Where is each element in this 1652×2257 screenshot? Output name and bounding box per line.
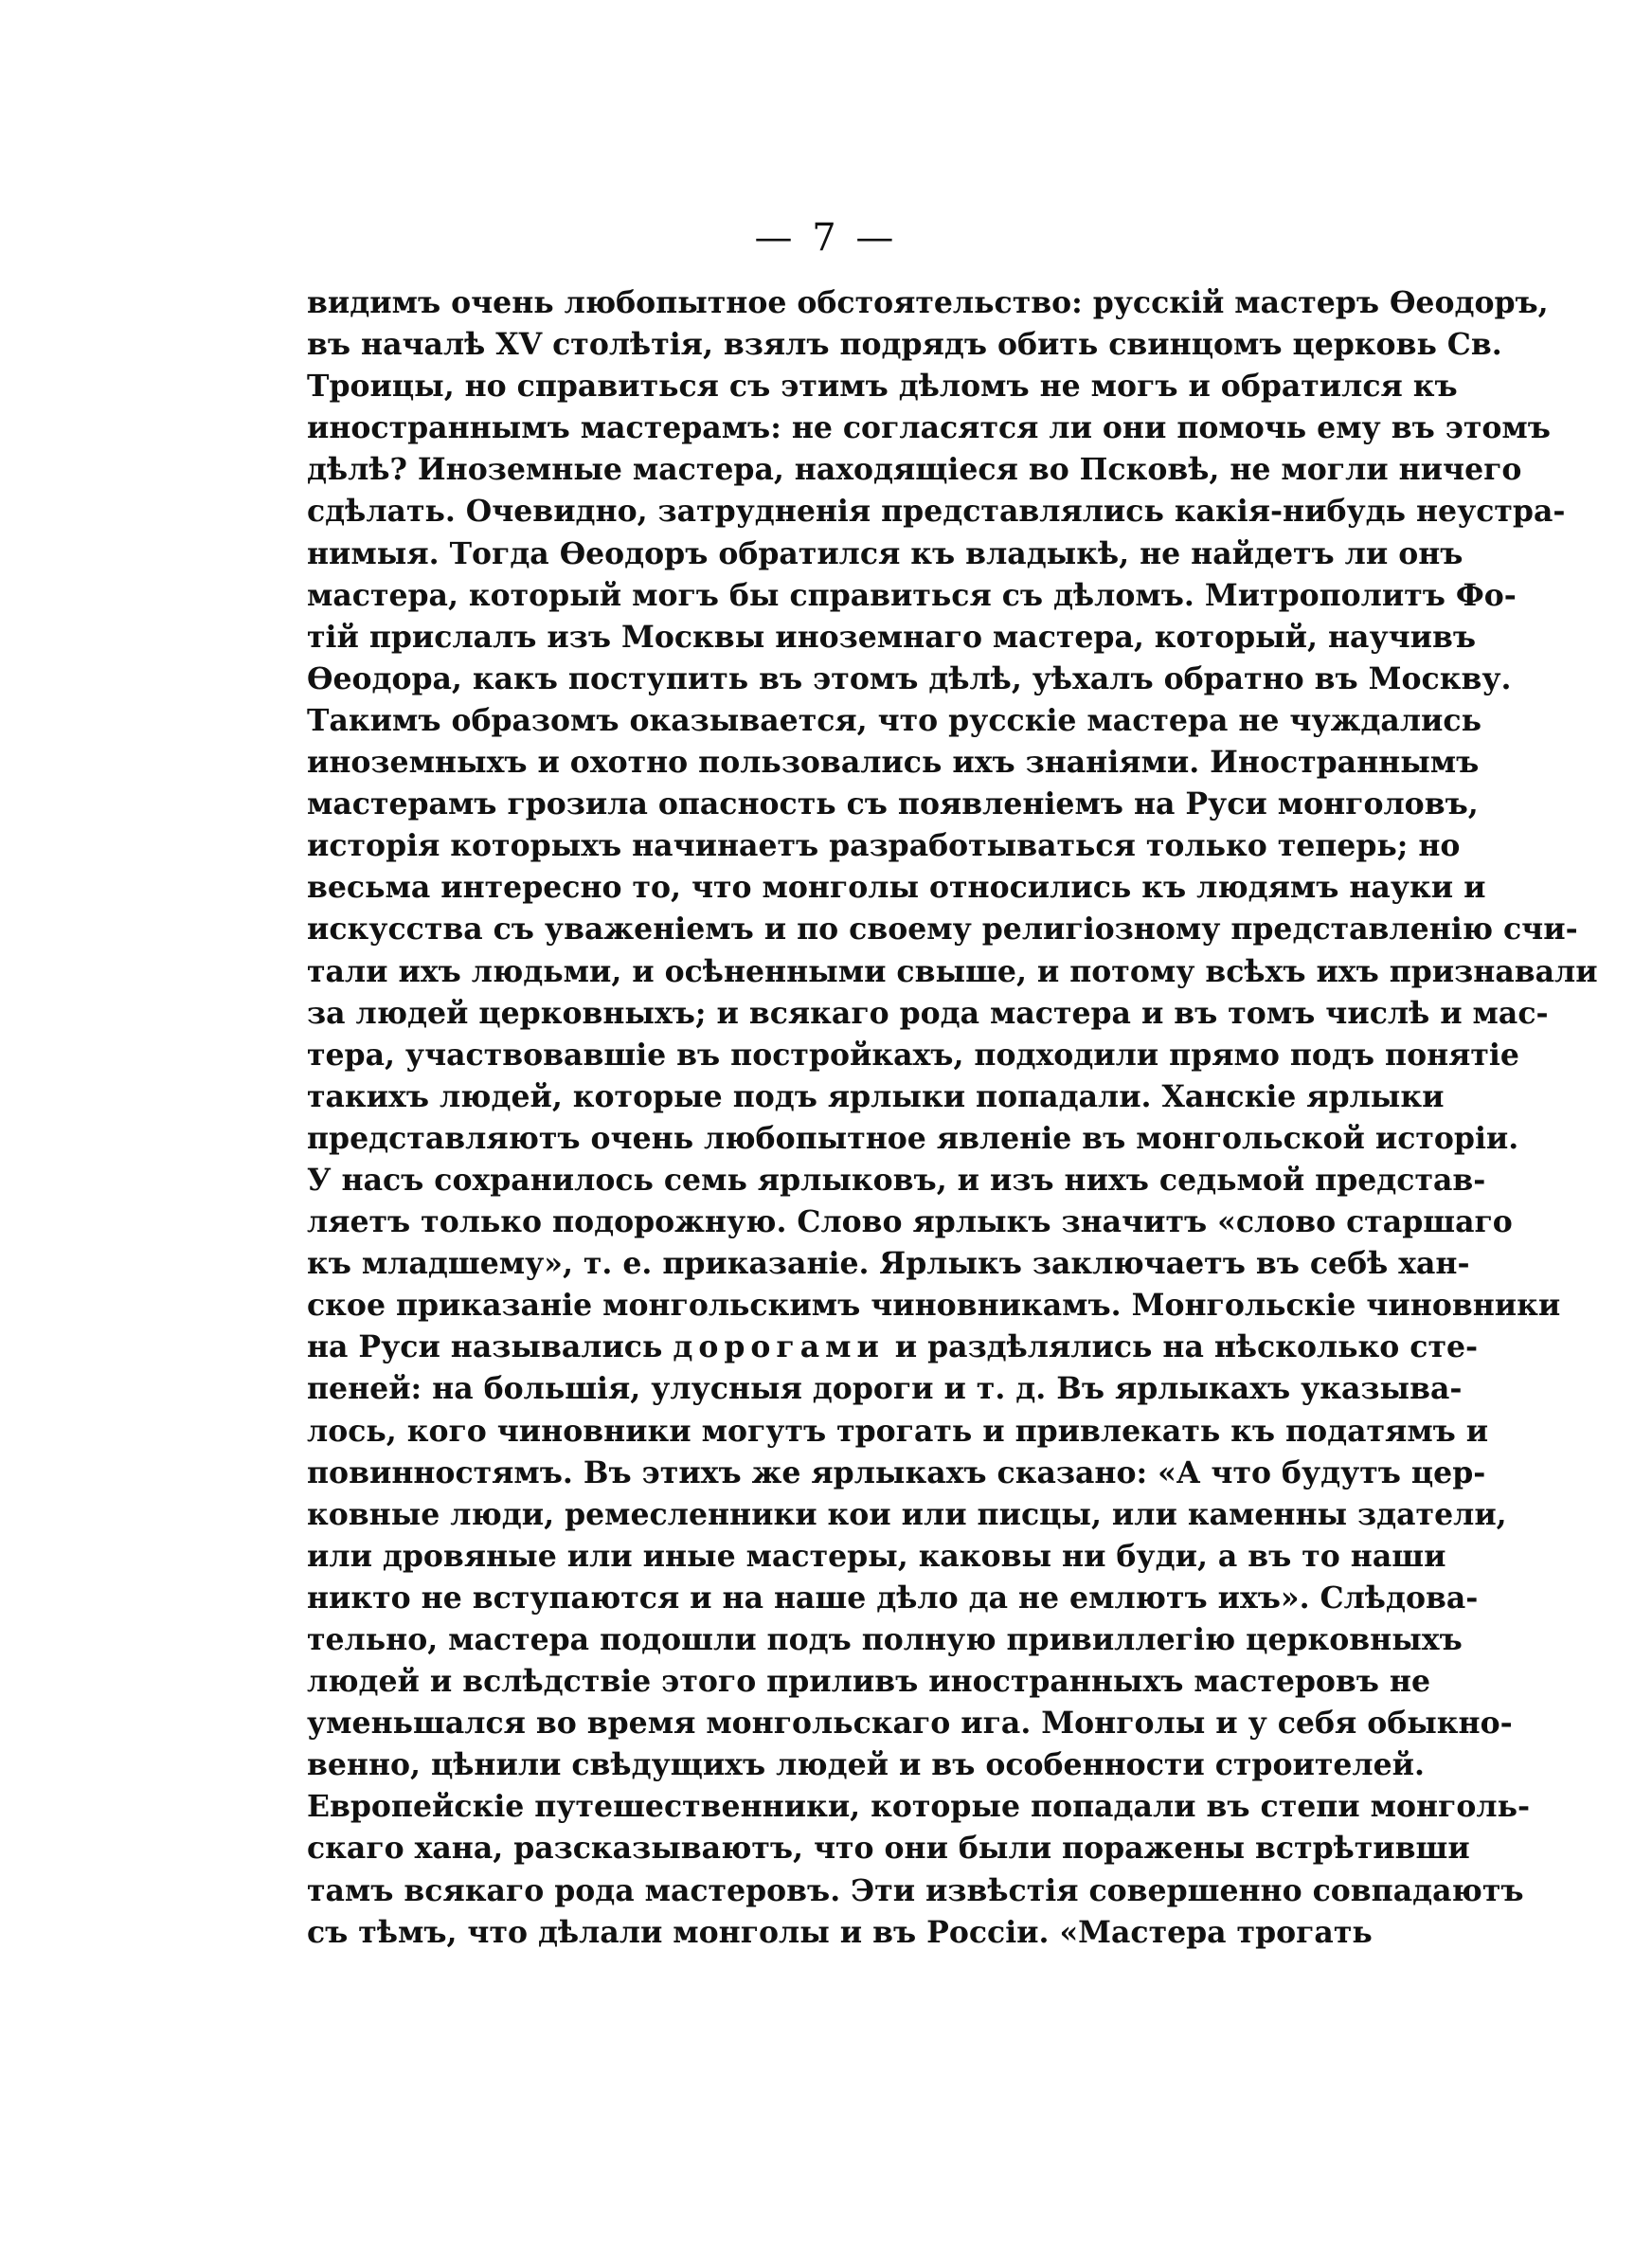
- text-line: Такимъ образомъ оказывается, что русскіе мастера не чуждались: [307, 702, 1481, 738]
- text-line: ляетъ только подорожную. Слово ярлыкъ значитъ «слово старшаго: [307, 1204, 1513, 1240]
- text-line: ковные люди, ремесленники кои или писцы, или каменны здатели,: [307, 1496, 1507, 1532]
- body-text: [307, 282, 1598, 1954]
- text-line: къ младшему», т. е. приказаніе. Ярлыкъ заключаетъ въ себѣ хан-: [307, 1246, 1470, 1282]
- text-line: такихъ людей, которые подъ ярлыки попадали. Ханскіе ярлыки: [307, 1078, 1445, 1114]
- text-line: въ началѣ XV столѣтія, взялъ подрядъ обить свинцомъ церковь Св.: [307, 327, 1502, 363]
- text-line: скаго хана, разсказываютъ, что они были поражены встрѣтивши: [307, 1831, 1470, 1867]
- text-line: тій прислалъ изъ Москвы иноземнаго мастера, который, научивъ: [307, 619, 1477, 655]
- text-line: исторія которыхъ начинаетъ разработываться только теперь; но: [307, 828, 1461, 864]
- text-line: повинностямъ. Въ этихъ же ярлыкахъ сказано: «А что будутъ цер-: [307, 1454, 1486, 1490]
- text-line: за людей церковныхъ; и всякаго рода мастера и въ томъ числѣ и мас-: [307, 995, 1549, 1031]
- text-line: пеней: на большія, улусныя дороги и т. д. Въ ярлыкахъ указыва-: [307, 1371, 1463, 1407]
- text-line: уменьшался во время монгольскаго ига. Монголы и у себя обыкно-: [307, 1706, 1513, 1742]
- text-line: У насъ сохранилось семь ярлыковъ, и изъ нихъ седьмой представ-: [307, 1162, 1486, 1198]
- text-line: иноземныхъ и охотно пользовались ихъ знаніями. Иностраннымъ: [307, 745, 1480, 781]
- text-line: Ѳеодора, какъ поступить въ этомъ дѣлѣ, уѣхалъ обратно въ Москву.: [307, 660, 1512, 696]
- text-line-tail: и раздѣлялись на нѣсколько сте-: [894, 1329, 1479, 1365]
- text-line: никто не вступаются и на наше дѣло да не емлютъ ихъ». Слѣдова-: [307, 1580, 1479, 1616]
- text-line: тельно, мастера подошли подъ полную привиллегію церковныхъ: [307, 1622, 1463, 1657]
- text-line: весьма интересно то, что монголы относились къ людямъ науки и: [307, 870, 1486, 906]
- text-line: съ тѣмъ, что дѣлали монголы и въ Россіи. «Мастера трогать: [307, 1914, 1373, 1950]
- text-line: венно, цѣнили свѣдущихъ людей и въ особенности строителей.: [307, 1747, 1425, 1783]
- text-line: лось, кого чиновники могутъ трогать и привлекать къ податямъ и: [307, 1413, 1489, 1449]
- text-line: тера, участвовавшіе въ постройкахъ, подходили прямо подъ понятіе: [307, 1037, 1519, 1073]
- text-line: представляютъ очень любопытное явленіе въ монгольской исторіи.: [307, 1120, 1519, 1156]
- text-line: Троицы, но справиться съ этимъ дѣломъ не могъ и обратился къ: [307, 369, 1458, 405]
- text-line: мастерамъ грозила опасность съ появленіемъ на Руси монголовъ,: [307, 786, 1479, 822]
- text-line-spaced: [307, 1327, 1479, 1368]
- text-line: нимыя. Тогда Ѳеодоръ обратился къ владыкѣ, не найдетъ ли онъ: [307, 535, 1463, 571]
- text-line: тали ихъ людьми, и осѣненными свыше, и потому всѣхъ ихъ признавали: [307, 953, 1598, 989]
- text-line: людей и вслѣдствіе этого приливъ иностранныхъ мастеровъ не: [307, 1664, 1431, 1700]
- text-line: или дровяные или иные мастеры, каковы ни буди, а въ то наши: [307, 1538, 1446, 1574]
- text-line: мастера, который могъ бы справиться съ дѣломъ. Митрополитъ Фо-: [307, 577, 1517, 613]
- page-number: — 7 —: [754, 216, 898, 260]
- text-line: иностраннымъ мастерамъ: не согласятся ли они помочь ему въ этомъ: [307, 410, 1551, 446]
- text-line: искусства съ уваженіемъ и по своему религіозному представленію счи-: [307, 912, 1578, 948]
- text-line-head: на Руси назывались: [307, 1329, 663, 1365]
- text-line: видимъ очень любопытное обстоятельство: русскій мастеръ Ѳеодоръ,: [307, 285, 1549, 320]
- text-line: ское приказаніе монгольскимъ чиновникамъ. Монгольскіе чиновники: [307, 1288, 1561, 1324]
- text-line: дѣлѣ? Иноземные мастера, находящіеся во Псковѣ, не могли ничего: [307, 452, 1522, 488]
- text-line: сдѣлать. Очевидно, затрудненія представлялись какія-нибудь неустра-: [307, 494, 1566, 530]
- text-line: Европейскіе путешественники, которые попадали въ степи монголь-: [307, 1789, 1531, 1825]
- text-line: тамъ всякаго рода мастеровъ. Эти извѣстія совершенно совпадаютъ: [307, 1872, 1524, 1908]
- spaced-term: дорогами: [673, 1329, 885, 1365]
